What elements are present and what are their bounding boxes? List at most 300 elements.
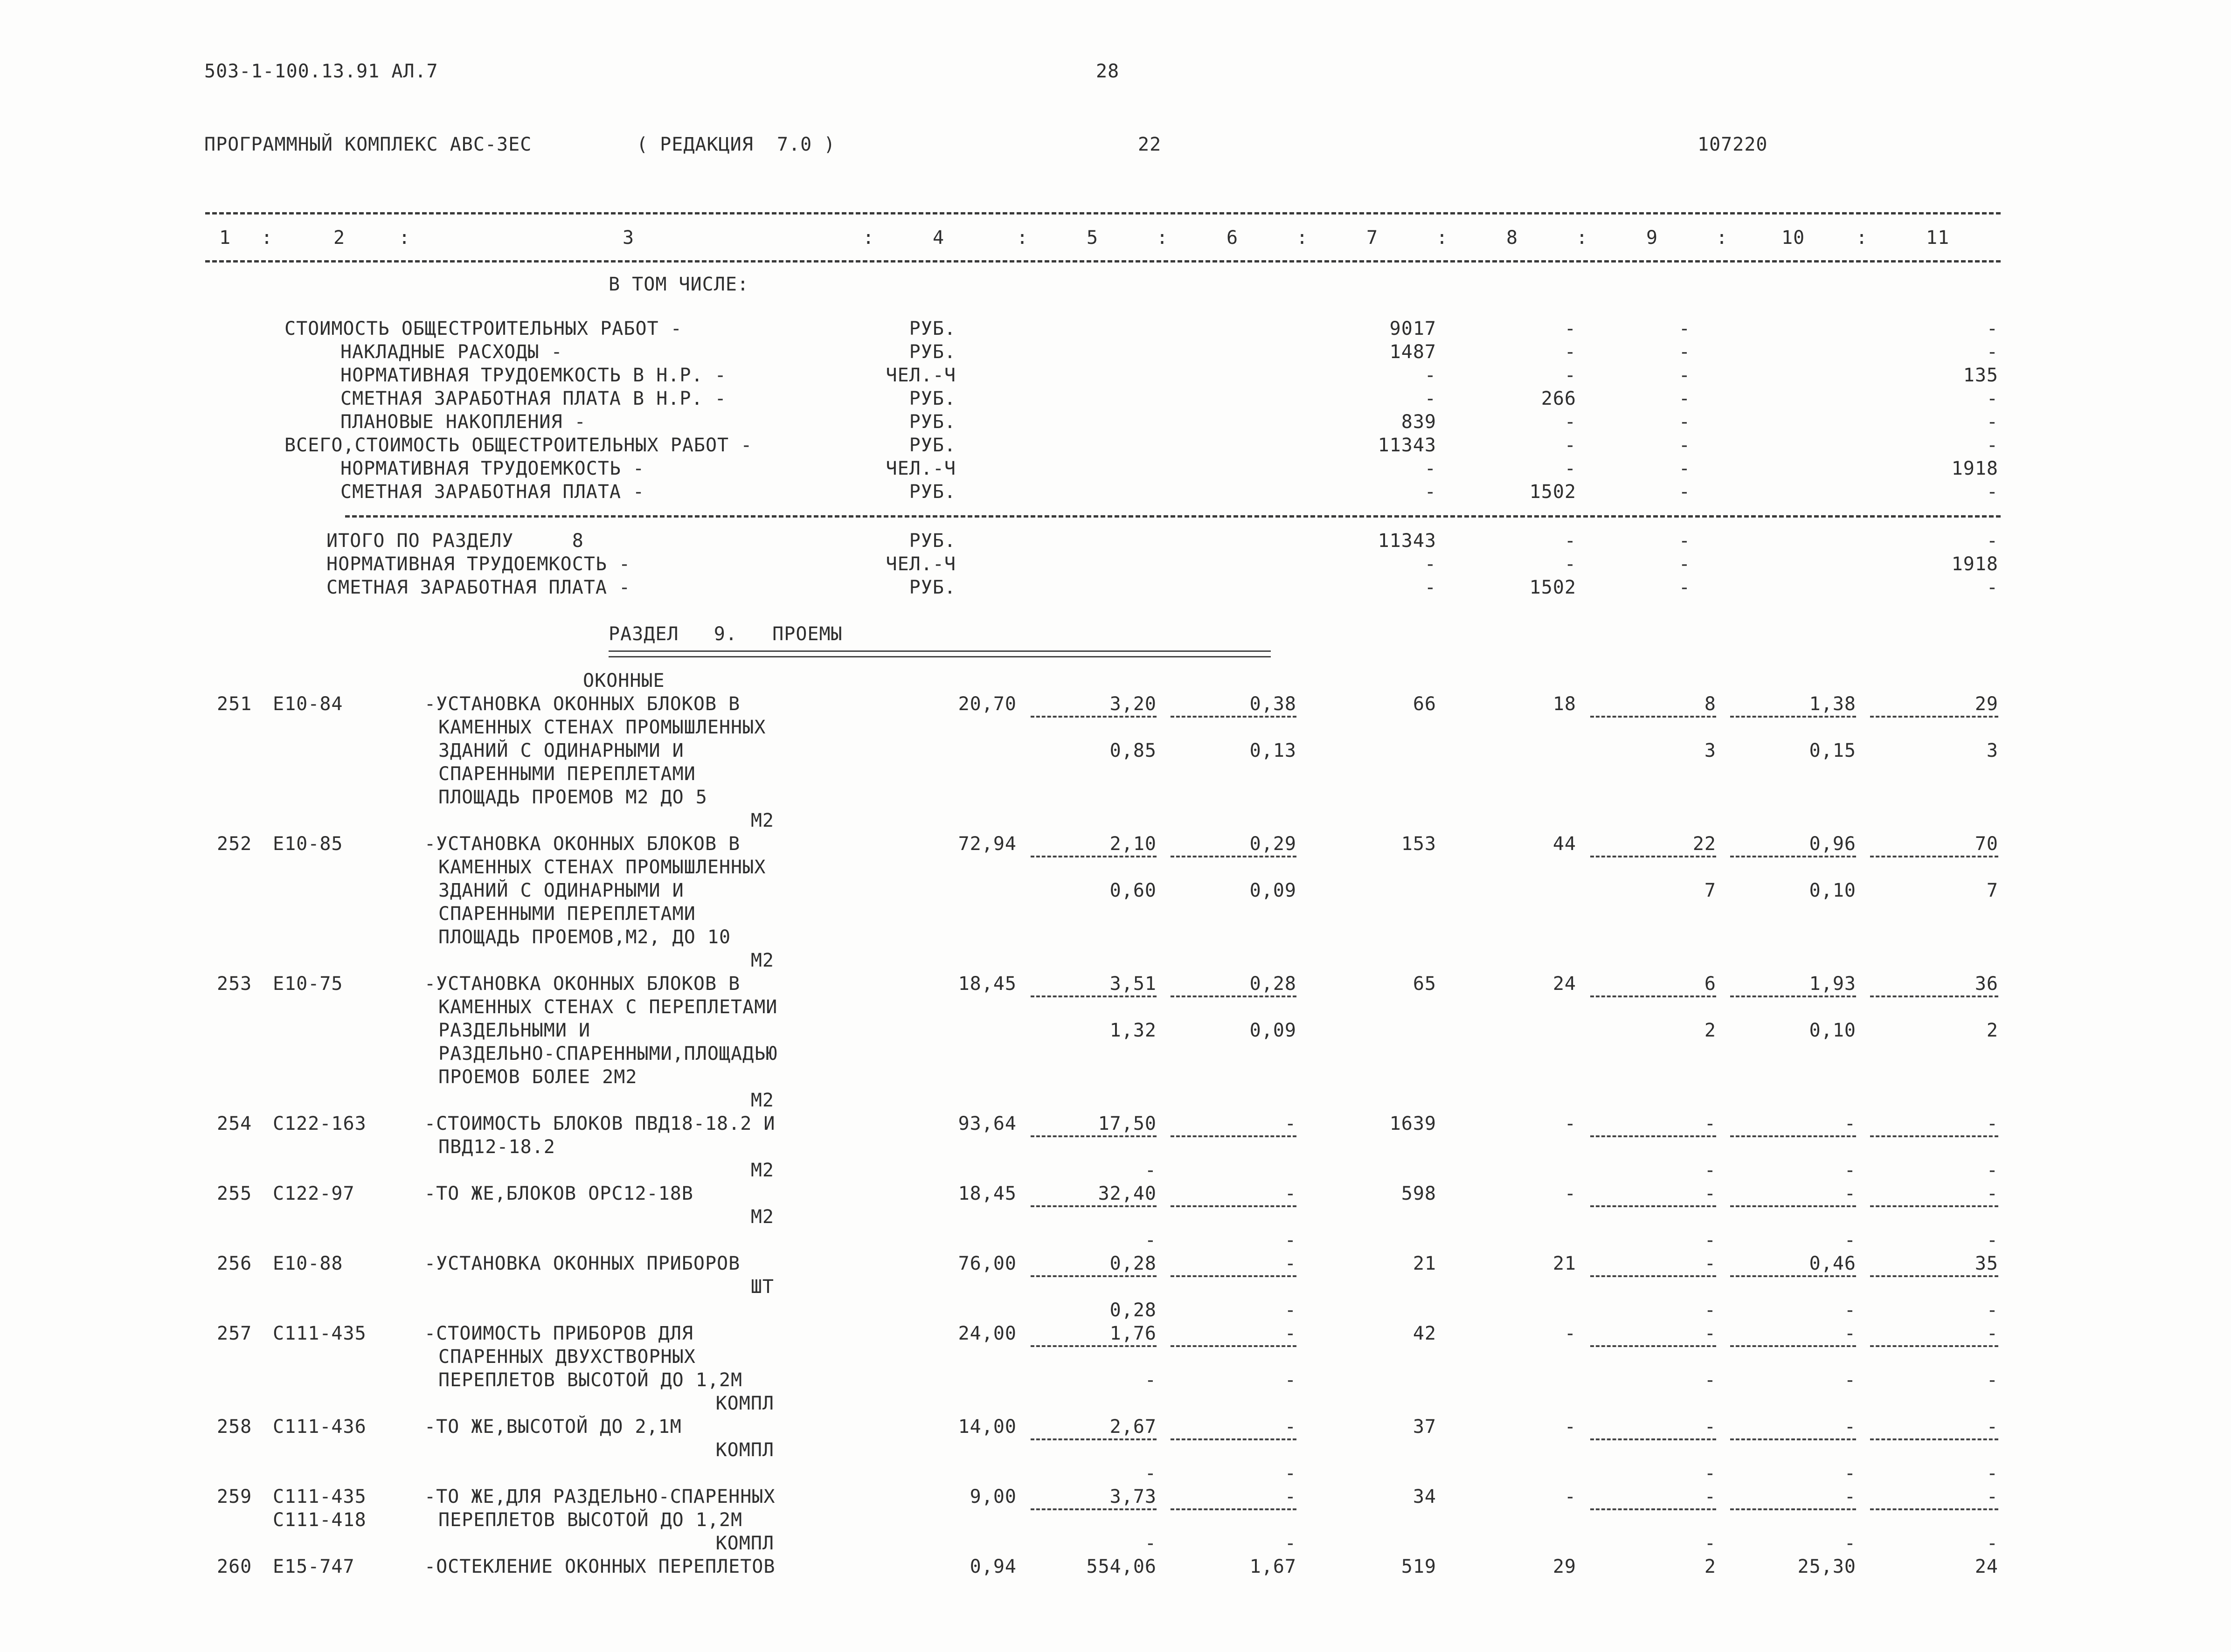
fraction-rule: [1590, 995, 1716, 997]
colon: :: [399, 227, 411, 249]
item-c9: 6: [1704, 973, 1716, 995]
item-c4: 9,00: [970, 1486, 1017, 1507]
item-number: 260: [217, 1556, 252, 1577]
summary-label: ВСЕГО,СТОИМОСТЬ ОБЩЕСТРОИТЕЛЬНЫХ РАБОТ -: [284, 435, 753, 456]
item-c7: 37: [1413, 1416, 1436, 1438]
item-c6: -: [1284, 1416, 1296, 1438]
col-2: 2: [333, 227, 346, 249]
item-c7: 65: [1413, 973, 1436, 995]
summary-col8: 1502: [1529, 481, 1576, 503]
summary-col7: -: [1424, 388, 1436, 409]
summary-col9: -: [1678, 411, 1691, 433]
item-description: СПАРЕННЫХ ДВУХСТВОРНЫХ: [438, 1346, 696, 1368]
item-c6b: -: [1284, 1299, 1296, 1321]
colon: :: [1017, 227, 1029, 249]
item-description: ПРОЕМОВ БОЛЕЕ 2М2: [438, 1066, 637, 1088]
item-c8: -: [1564, 1416, 1576, 1438]
header-rule-top: [205, 212, 2001, 214]
fraction-rule: [1590, 1438, 1716, 1440]
fraction-rule: [1870, 1345, 1998, 1347]
page-number: 28: [1096, 61, 1120, 82]
colon: :: [1436, 227, 1448, 249]
item-c6b: -: [1284, 1230, 1296, 1251]
colon: :: [1856, 227, 1868, 249]
item-code: Е10-75: [273, 973, 343, 995]
item-c10b: -: [1844, 1369, 1856, 1391]
item-number: 252: [217, 833, 252, 855]
summary-unit: РУБ.: [909, 318, 956, 339]
item-description: ПЕРЕПЛЕТОВ ВЫСОТОЙ ДО 1,2М: [438, 1369, 743, 1391]
item-c8: 21: [1552, 1253, 1576, 1274]
item-c10: 1,38: [1809, 693, 1856, 715]
item-unit: КОМПЛ: [715, 1533, 774, 1554]
summary-col9: -: [1678, 341, 1691, 363]
item-c10b: -: [1844, 1160, 1856, 1181]
item-c9: 8: [1704, 693, 1716, 715]
summary-col8: -: [1564, 341, 1576, 363]
item-c9: -: [1704, 1416, 1716, 1438]
item-number: 256: [217, 1253, 252, 1274]
item-description: КАМЕННЫХ СТЕНАХ ПРОМЫШЛЕННЫХ: [438, 857, 766, 878]
section-underline: [609, 650, 1271, 652]
item-description: ПЛОЩАДЬ ПРОЕМОВ М2 ДО 5: [438, 787, 707, 808]
item-description: РАЗДЕЛЬНЫМИ И: [438, 1020, 591, 1041]
summary-col7: -: [1424, 365, 1436, 386]
item-description: -ОСТЕКЛЕНИЕ ОКОННЫХ ПЕРЕПЛЕТОВ: [424, 1556, 776, 1577]
item-c6b: 0,09: [1249, 1020, 1296, 1041]
item-c10b: 0,15: [1809, 740, 1856, 761]
col-10: 10: [1781, 227, 1805, 249]
fraction-rule: [1730, 995, 1856, 997]
item-description: -СТОИМОСТЬ ПРИБОРОВ ДЛЯ: [424, 1323, 693, 1344]
summary-col11: -: [1986, 388, 1998, 409]
summary-label: СМЕТНАЯ ЗАРАБОТНАЯ ПЛАТА -: [340, 481, 645, 503]
item-c4: 93,64: [958, 1113, 1017, 1134]
totals-col11: -: [1986, 530, 1998, 552]
item-c11b: -: [1986, 1160, 1998, 1181]
item-code: С111-418: [273, 1509, 367, 1531]
edition: ( РЕДАКЦИЯ 7.0 ): [637, 134, 836, 155]
program-title: ПРОГРАММНЫЙ КОМПЛЕКС АВС-3ЕС: [204, 134, 532, 155]
col-3: 3: [623, 227, 635, 249]
col-7: 7: [1366, 227, 1379, 249]
fraction-rule: [1870, 856, 1998, 857]
item-c10b: 0,10: [1809, 880, 1856, 901]
summary-unit: РУБ.: [909, 388, 956, 409]
item-c9b: -: [1704, 1230, 1716, 1251]
item-c4: 0,94: [970, 1556, 1017, 1577]
item-unit: М2: [750, 1090, 774, 1111]
item-c9b: 2: [1704, 1020, 1716, 1041]
totals-col8: -: [1564, 530, 1576, 552]
item-c7: 519: [1401, 1556, 1436, 1577]
item-c10: 1,93: [1809, 973, 1856, 995]
colon: :: [1576, 227, 1588, 249]
item-c10: -: [1844, 1323, 1856, 1344]
fraction-rule: [1031, 1508, 1157, 1510]
summary-col9: -: [1678, 458, 1691, 479]
summary-col7: 839: [1401, 411, 1436, 433]
sheet-number: 22: [1138, 134, 1162, 155]
item-c11: 36: [1975, 973, 1998, 995]
summary-col7: 11343: [1378, 435, 1436, 456]
fraction-rule: [1171, 1135, 1296, 1137]
item-c11b: -: [1986, 1463, 1998, 1484]
summary-unit: РУБ.: [909, 341, 956, 363]
item-description: КАМЕННЫХ СТЕНАХ ПРОМЫШЛЕННЫХ: [438, 717, 766, 738]
item-number: 251: [217, 693, 252, 715]
item-c4: 72,94: [958, 833, 1017, 855]
item-c9: -: [1704, 1323, 1716, 1344]
col-9: 9: [1646, 227, 1658, 249]
totals-col7: 11343: [1378, 530, 1436, 552]
totals-col11: -: [1986, 577, 1998, 598]
summary-unit: РУБ.: [909, 411, 956, 433]
item-code: С111-435: [273, 1323, 367, 1344]
fraction-rule: [1031, 1345, 1157, 1347]
item-c5b: 0,60: [1109, 880, 1157, 901]
fraction-rule: [1590, 716, 1716, 718]
totals-col9: -: [1678, 553, 1691, 575]
item-code: Е10-85: [273, 833, 343, 855]
fraction-rule: [1730, 716, 1856, 718]
totals-unit: РУБ.: [909, 577, 956, 598]
item-c8: 29: [1552, 1556, 1576, 1577]
item-c9b: -: [1704, 1299, 1716, 1321]
fraction-rule: [1590, 1205, 1716, 1207]
item-c5: 3,51: [1109, 973, 1157, 995]
item-c9b: 7: [1704, 880, 1716, 901]
item-c6b: -: [1284, 1533, 1296, 1554]
summary-col8: -: [1564, 365, 1576, 386]
item-c9: -: [1704, 1486, 1716, 1507]
fraction-rule: [1031, 1135, 1157, 1137]
item-c10b: -: [1844, 1533, 1856, 1554]
item-description: СПАРЕННЫМИ ПЕРЕПЛЕТАМИ: [438, 763, 696, 785]
col-4: 4: [933, 227, 945, 249]
item-c9b: -: [1704, 1369, 1716, 1391]
item-c5b: 0,85: [1109, 740, 1157, 761]
item-number: 258: [217, 1416, 252, 1438]
item-c6b: 0,09: [1249, 880, 1296, 901]
item-unit: ШТ: [750, 1276, 774, 1298]
item-c4: 24,00: [958, 1323, 1017, 1344]
item-c11: 70: [1975, 833, 1998, 855]
summary-col8: -: [1564, 318, 1576, 339]
summary-label: НОРМАТИВНАЯ ТРУДОЕМКОСТЬ В Н.Р. -: [340, 365, 727, 386]
doc-code: 503-1-100.13.91 АЛ.7: [204, 61, 438, 82]
summary-col7: 1487: [1389, 341, 1436, 363]
fraction-rule: [1870, 1205, 1998, 1207]
item-c9b: 3: [1704, 740, 1716, 761]
fraction-rule: [1590, 1135, 1716, 1137]
item-c6: -: [1284, 1183, 1296, 1204]
summary-label: НОРМАТИВНАЯ ТРУДОЕМКОСТЬ -: [340, 458, 645, 479]
item-c5b: 1,32: [1109, 1020, 1157, 1041]
item-c6: 0,29: [1249, 833, 1296, 855]
item-c10: 0,96: [1809, 833, 1856, 855]
item-c8: -: [1564, 1486, 1576, 1507]
item-description: -УСТАНОВКА ОКОННЫХ ПРИБОРОВ: [424, 1253, 741, 1274]
item-c9: 2: [1704, 1556, 1716, 1577]
item-c6: -: [1284, 1253, 1296, 1274]
item-c5b: -: [1144, 1160, 1157, 1181]
item-description: СПАРЕННЫМИ ПЕРЕПЛЕТАМИ: [438, 903, 696, 925]
fraction-rule: [1730, 1135, 1856, 1137]
item-c11: 35: [1975, 1253, 1998, 1274]
col-11: 11: [1926, 227, 1950, 249]
item-c5: 3,73: [1109, 1486, 1157, 1507]
item-number: 255: [217, 1183, 252, 1204]
summary-col7: -: [1424, 481, 1436, 503]
totals-label: ИТОГО ПО РАЗДЕЛУ 8: [326, 530, 584, 552]
item-c11: -: [1986, 1183, 1998, 1204]
summary-col11: 135: [1963, 365, 1998, 386]
summary-col9: -: [1678, 365, 1691, 386]
item-c7: 21: [1413, 1253, 1436, 1274]
summary-col11: -: [1986, 318, 1998, 339]
item-c11: 29: [1975, 693, 1998, 715]
item-c4: 18,45: [958, 1183, 1017, 1204]
item-unit: М2: [750, 950, 774, 971]
fraction-rule: [1590, 1508, 1716, 1510]
item-c11b: 3: [1986, 740, 1998, 761]
item-unit: КОМПЛ: [715, 1439, 774, 1461]
fraction-rule: [1171, 1508, 1296, 1510]
item-c5: 1,76: [1109, 1323, 1157, 1344]
colon: :: [1296, 227, 1309, 249]
item-code: С111-436: [273, 1416, 367, 1438]
totals-col9: -: [1678, 577, 1691, 598]
fraction-rule: [1870, 1508, 1998, 1510]
fraction-rule: [1590, 856, 1716, 857]
item-c6b: -: [1284, 1463, 1296, 1484]
summary-col9: -: [1678, 435, 1691, 456]
item-description: ПЕРЕПЛЕТОВ ВЫСОТОЙ ДО 1,2М: [438, 1509, 743, 1531]
summary-col7: -: [1424, 458, 1436, 479]
item-c11b: 7: [1986, 880, 1998, 901]
item-c11b: -: [1986, 1369, 1998, 1391]
item-c8: -: [1564, 1323, 1576, 1344]
item-c9: -: [1704, 1113, 1716, 1134]
item-c5b: 0,28: [1109, 1299, 1157, 1321]
item-c6: 0,38: [1249, 693, 1296, 715]
item-c6: 0,28: [1249, 973, 1296, 995]
fraction-rule: [1730, 1345, 1856, 1347]
totals-col8: -: [1564, 553, 1576, 575]
summary-col9: -: [1678, 388, 1691, 409]
item-c10b: -: [1844, 1463, 1856, 1484]
item-c6: 1,67: [1249, 1556, 1296, 1577]
fraction-rule: [1171, 1438, 1296, 1440]
fraction-rule: [1031, 716, 1157, 718]
item-c5: 0,28: [1109, 1253, 1157, 1274]
item-c6b: 0,13: [1249, 740, 1296, 761]
item-number: 259: [217, 1486, 252, 1507]
item-c6b: -: [1284, 1369, 1296, 1391]
item-c5: 3,20: [1109, 693, 1157, 715]
item-c9: 22: [1692, 833, 1716, 855]
summary-label: СМЕТНАЯ ЗАРАБОТНАЯ ПЛАТА В Н.Р. -: [340, 388, 727, 409]
totals-label: НОРМАТИВНАЯ ТРУДОЕМКОСТЬ -: [326, 553, 631, 575]
totals-unit: РУБ.: [909, 530, 956, 552]
item-number: 257: [217, 1323, 252, 1344]
colon: :: [863, 227, 875, 249]
item-description: -СТОИМОСТЬ БЛОКОВ ПВД18-18.2 И: [424, 1113, 776, 1134]
summary-col8: -: [1564, 435, 1576, 456]
item-c11: -: [1986, 1323, 1998, 1344]
colon: :: [1716, 227, 1728, 249]
item-description: РАЗДЕЛЬНО-СПАРЕННЫМИ,ПЛОЩАДЬЮ: [438, 1043, 778, 1064]
item-c9b: -: [1704, 1533, 1716, 1554]
item-c10: -: [1844, 1486, 1856, 1507]
summary-unit: РУБ.: [909, 435, 956, 456]
item-c4: 14,00: [958, 1416, 1017, 1438]
item-c7: 42: [1413, 1323, 1436, 1344]
summary-col8: 266: [1541, 388, 1576, 409]
item-c5: 17,50: [1098, 1113, 1157, 1134]
item-c8: 44: [1552, 833, 1576, 855]
document-code: 107220: [1698, 134, 1768, 155]
item-code: Е10-88: [273, 1253, 343, 1274]
col-6: 6: [1226, 227, 1239, 249]
summary-col7: 9017: [1389, 318, 1436, 339]
summary-col9: -: [1678, 481, 1691, 503]
fraction-rule: [1730, 1275, 1856, 1277]
section-subtitle: ОКОННЫЕ: [583, 670, 665, 691]
item-c5b: -: [1144, 1533, 1157, 1554]
fraction-rule: [1031, 995, 1157, 997]
item-unit: М2: [750, 1206, 774, 1228]
item-c7: 598: [1401, 1183, 1436, 1204]
item-c11b: 2: [1986, 1020, 1998, 1041]
fraction-rule: [1171, 995, 1296, 997]
summary-col9: -: [1678, 318, 1691, 339]
item-code: С122-97: [273, 1183, 355, 1204]
item-number: 254: [217, 1113, 252, 1134]
totals-unit: ЧЕЛ.-Ч: [886, 553, 956, 575]
item-c6: -: [1284, 1323, 1296, 1344]
item-unit: М2: [750, 1160, 774, 1181]
item-description: ЗДАНИЙ С ОДИНАРНЫМИ И: [438, 740, 684, 761]
item-unit: КОМПЛ: [715, 1393, 774, 1414]
item-code: С122-163: [273, 1113, 367, 1134]
item-c10b: 0,10: [1809, 1020, 1856, 1041]
item-c9: -: [1704, 1253, 1716, 1274]
item-code: С111-435: [273, 1486, 367, 1507]
totals-label: СМЕТНАЯ ЗАРАБОТНАЯ ПЛАТА -: [326, 577, 631, 598]
fraction-rule: [1870, 995, 1998, 997]
item-description: ЗДАНИЙ С ОДИНАРНЫМИ И: [438, 880, 684, 901]
totals-col7: -: [1424, 553, 1436, 575]
item-c5b: -: [1144, 1230, 1157, 1251]
summary-col11: -: [1986, 411, 1998, 433]
item-description: КАМЕННЫХ СТЕНАХ С ПЕРЕПЛЕТАМИ: [438, 996, 778, 1018]
item-number: 253: [217, 973, 252, 995]
item-unit: М2: [750, 810, 774, 831]
item-c10: 25,30: [1797, 1556, 1856, 1577]
summary-col8: -: [1564, 458, 1576, 479]
item-c5: 2,67: [1109, 1416, 1157, 1438]
item-c10: 0,46: [1809, 1253, 1856, 1274]
summary-label: ПЛАНОВЫЕ НАКОПЛЕНИЯ -: [340, 411, 586, 433]
item-c10: -: [1844, 1416, 1856, 1438]
item-description: ПВД12-18.2: [438, 1136, 555, 1158]
item-description: -УСТАНОВКА ОКОННЫХ БЛОКОВ В: [424, 833, 741, 855]
item-code: Е10-84: [273, 693, 343, 715]
fraction-rule: [1171, 1275, 1296, 1277]
item-c9: -: [1704, 1183, 1716, 1204]
item-c6: -: [1284, 1113, 1296, 1134]
item-c11b: -: [1986, 1299, 1998, 1321]
fraction-rule: [1730, 1508, 1856, 1510]
item-c9b: -: [1704, 1463, 1716, 1484]
section-underline: [609, 656, 1271, 657]
item-c6: -: [1284, 1486, 1296, 1507]
item-c5: 2,10: [1109, 833, 1157, 855]
fraction-rule: [1031, 856, 1157, 857]
item-c11: -: [1986, 1416, 1998, 1438]
summary-unit: ЧЕЛ.-Ч: [886, 458, 956, 479]
item-c5: 554,06: [1086, 1556, 1157, 1577]
item-c9b: -: [1704, 1160, 1716, 1181]
item-description: -ТО ЖЕ,ДЛЯ РАЗДЕЛЬНО-СПАРЕННЫХ: [424, 1486, 776, 1507]
summary-label: НАКЛАДНЫЕ РАСХОДЫ -: [340, 341, 563, 363]
fraction-rule: [1730, 856, 1856, 857]
item-description: -ТО ЖЕ,БЛОКОВ ОРС12-18В: [424, 1183, 693, 1204]
item-c10: -: [1844, 1113, 1856, 1134]
item-c11b: -: [1986, 1533, 1998, 1554]
summary-col11: -: [1986, 341, 1998, 363]
fraction-rule: [1171, 1205, 1296, 1207]
colon: :: [1157, 227, 1169, 249]
summary-rule: [345, 515, 2001, 518]
fraction-rule: [1590, 1275, 1716, 1277]
item-c11: 24: [1975, 1556, 1998, 1577]
item-description: -УСТАНОВКА ОКОННЫХ БЛОКОВ В: [424, 973, 741, 995]
fraction-rule: [1870, 716, 1998, 718]
summary-heading: В ТОМ ЧИСЛЕ:: [609, 274, 749, 295]
col-5: 5: [1087, 227, 1099, 249]
summary-col11: -: [1986, 435, 1998, 456]
fraction-rule: [1870, 1135, 1998, 1137]
item-c7: 1639: [1389, 1113, 1436, 1134]
item-c4: 20,70: [958, 693, 1017, 715]
fraction-rule: [1730, 1438, 1856, 1440]
item-c8: -: [1564, 1113, 1576, 1134]
fraction-rule: [1171, 856, 1296, 857]
item-c11b: -: [1986, 1230, 1998, 1251]
summary-col11: 1918: [1951, 458, 1998, 479]
item-c8: 18: [1552, 693, 1576, 715]
fraction-rule: [1171, 1345, 1296, 1347]
item-c10: -: [1844, 1183, 1856, 1204]
item-c11: -: [1986, 1486, 1998, 1507]
totals-col11: 1918: [1951, 553, 1998, 575]
item-description: -УСТАНОВКА ОКОННЫХ БЛОКОВ В: [424, 693, 741, 715]
item-c5b: -: [1144, 1463, 1157, 1484]
fraction-rule: [1590, 1345, 1716, 1347]
item-c8: 24: [1552, 973, 1576, 995]
summary-unit: ЧЕЛ.-Ч: [886, 365, 956, 386]
fraction-rule: [1730, 1205, 1856, 1207]
fraction-rule: [1031, 1275, 1157, 1277]
fraction-rule: [1870, 1275, 1998, 1277]
col-1: 1: [219, 227, 231, 249]
col-8: 8: [1506, 227, 1518, 249]
item-c5: 32,40: [1098, 1183, 1157, 1204]
summary-col8: -: [1564, 411, 1576, 433]
